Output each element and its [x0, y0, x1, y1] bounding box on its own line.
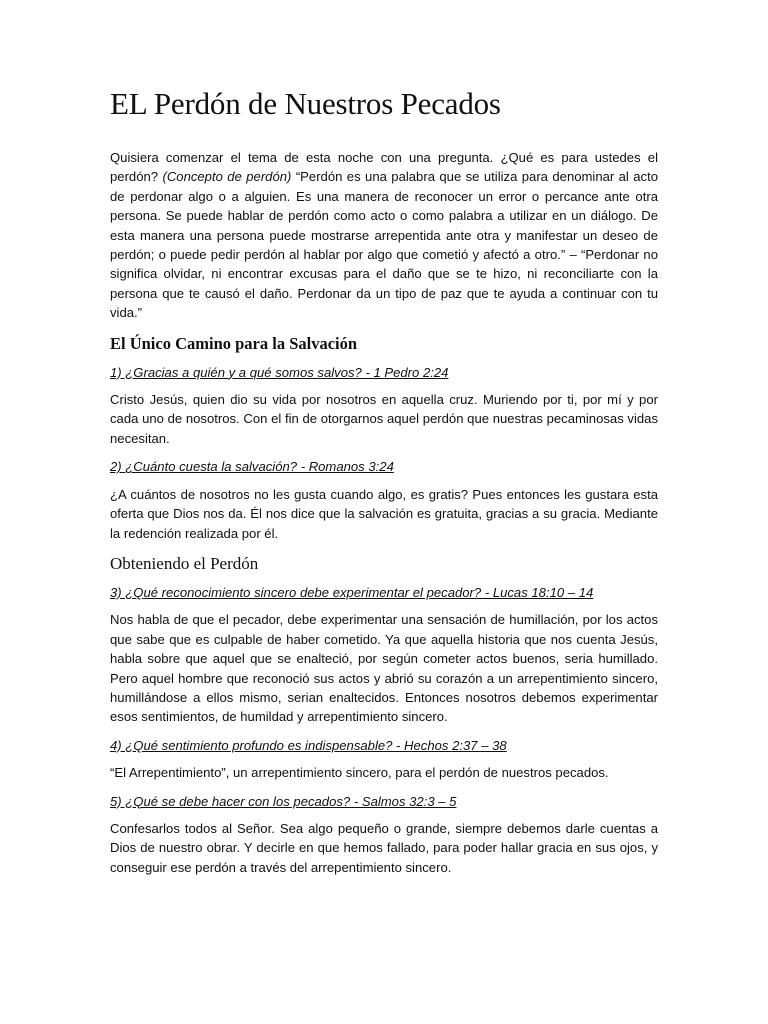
document-title: EL Perdón de Nuestros Pecados — [110, 86, 501, 121]
intro-text-1: Quisiera comenzar el tema de esta noche con una pregunta. ¿Qué es para ustedes el perdón? — [110, 150, 658, 185]
answer-4: “El Arrepentimiento”, un arrepentimiento sincero, para el perdón de nuestros pecados. — [110, 765, 609, 781]
question-4: 4) ¿Qué sentimiento profundo es indispensable? - Hechos 2:37 – 38 — [110, 737, 507, 753]
document-page — [110, 84, 658, 886]
question-3: 3) ¿Qué reconocimiento sincero debe experimentar el pecador? - Lucas 18:10 – 14 — [110, 584, 594, 600]
intro-text-2: “Perdón es una palabra que se utiliza para denominar al acto de perdonar algo o a alguien. Es una manera de reconocer un error o percance ante otra persona. Se puede hablar de perdón como acto o como palabra a utilizar en un diálogo. De esta manera una persona puede mostrarse arrepentida ante otra y manifestar un deseo de perdón; o puede pedir perdón al hablar por algo que cometió y afectó a otro.” – “Perdonar no significa olvidar, ni encontrar excusas para el daño que se te hizo, ni reconciliarte con la persona que te causó el daño. Perdonar da un tipo de paz que te ayuda a continuar con tu vida.” — [110, 169, 658, 321]
answer-2: ¿A cuántos de nosotros no les gusta cuando algo, es gratis? Pues entonces les gustara esta oferta que Dios nos da. Él nos dice que la salvación es gratuita, gracias a su gracia. Mediante la redención realizada por él. — [110, 486, 658, 541]
section-heading-perdon: Obteniendo el Perdón — [110, 553, 259, 573]
intro-italic-note: (Concepto de perdón) — [162, 169, 292, 185]
section-heading-salvacion: El Único Camino para la Salvación — [110, 333, 358, 353]
question-2: 2) ¿Cuánto cuesta la salvación? - Romanos 3:24 — [110, 459, 394, 475]
answer-5: Confesarlos todos al Señor. Sea algo pequeño o grande, siempre debemos darle cuentas a Dios de nuestro obrar. Y decirle en que hemos fallado, para poder hallar gracia en sus ojos, y conseguir ese perdón a través del arrepentimiento sincero. — [110, 820, 658, 875]
answer-1: Cristo Jesús, quien dio su vida por nosotros en aquella cruz. Muriendo por ti, por mí y por cada uno de nosotros. Con el fin de otorgarnos aquel perdón que nuestras pecaminosas vidas necesitan. — [110, 392, 658, 446]
question-1: 1) ¿Gracias a quién y a qué somos salvos? - 1 Pedro 2:24 — [110, 364, 449, 380]
question-5: 5) ¿Qué se debe hacer con los pecados? - Salmos 32:3 – 5 — [110, 793, 457, 809]
answer-3: Nos habla de que el pecador, debe experimentar una sensación de humillación, por los actos que sabe que es culpable de haber cometido. Ya que aquella historia que nos cuenta Jesús, habla sobre que aquel que se enalteció, por según cometer actos buenos, seria humillado. Pero aquel hombre que reconoció sus actos y abrió su corazón a un arrepentimiento sincero, humillándose a ellos mismo, serian enaltecidos. Entonces nosotros debemos experimentar esos sentimientos, de humildad y arrepentimiento sincero. — [110, 612, 658, 725]
intro-paragraph — [110, 148, 658, 323]
